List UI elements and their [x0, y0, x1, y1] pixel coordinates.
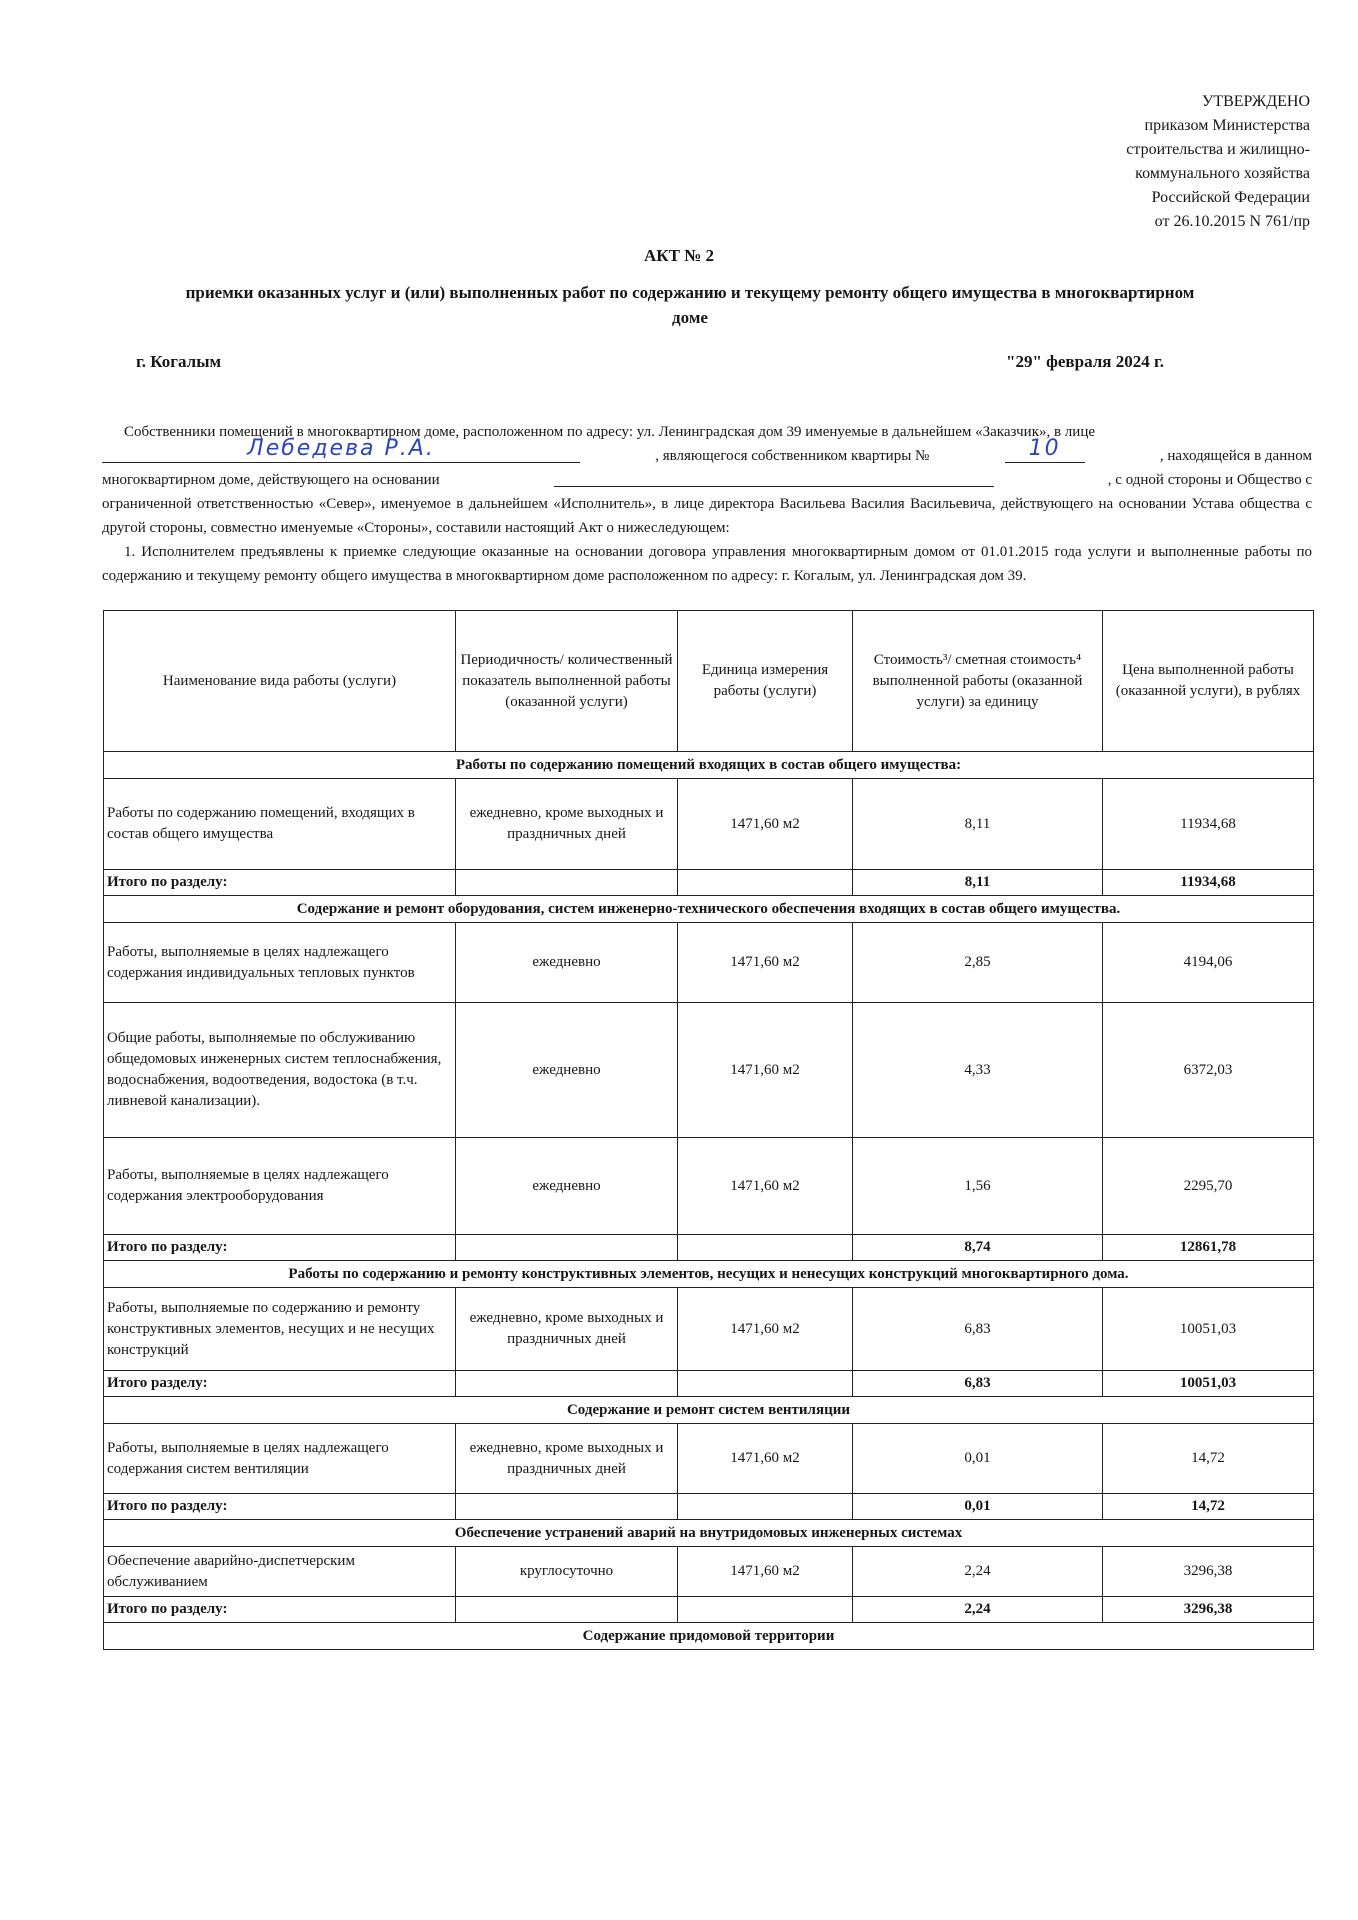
header-cost: Стоимость³/ сметная стоимость⁴ выполненной работы (оказанной услуги) за единицу: [853, 611, 1103, 752]
section-title: Работы по содержанию и ремонту конструктивных элементов, несущих и ненесущих конструкций многоквартирного дома.: [104, 1261, 1314, 1288]
total-cost: 6,83: [853, 1371, 1103, 1397]
cell-name: Общие работы, выполняемые по обслуживанию общедомовых инженерных систем теплоснабжения, водоснабжения, водоотведения, водостока (в т.ч. ливневой канализации).: [104, 1003, 456, 1138]
approval-line: строительства и жилищно-: [1126, 141, 1310, 158]
total-price: 10051,03: [1103, 1371, 1314, 1397]
cell-unit: 1471,60 м2: [678, 1288, 853, 1371]
cell-cost: 6,83: [853, 1288, 1103, 1371]
cell-price: 2295,70: [1103, 1138, 1314, 1235]
cell-unit: 1471,60 м2: [678, 779, 853, 870]
section-row: [104, 1623, 1314, 1650]
cell-cost: 8,11: [853, 779, 1103, 870]
section-title: Работы по содержанию помещений входящих в состав общего имущества:: [104, 752, 1314, 779]
cell-period: ежедневно, кроме выходных и праздничных дней: [456, 1288, 678, 1371]
cell-name: Работы, выполняемые по содержанию и ремонту конструктивных элементов, несущих и не несущих конструкций: [104, 1288, 456, 1371]
intro-text-2: , являющегося собственником квартиры №: [655, 448, 930, 464]
intro-text-5: , с одной стороны и Общество с: [1107, 472, 1312, 488]
table-row: [104, 1003, 1314, 1138]
total-row: [104, 1494, 1314, 1520]
works-table: [103, 610, 1314, 1650]
total-label: Итого по разделу:: [104, 1597, 456, 1623]
document-title: АКТ № 2: [643, 246, 715, 265]
cell-unit: 1471,60 м2: [678, 923, 853, 1003]
cell-cost: 2,85: [853, 923, 1103, 1003]
section-title: Содержание и ремонт оборудования, систем инженерно-технического обеспечения входящих в состав общего имущества.: [104, 896, 1314, 923]
table-row: [104, 1424, 1314, 1494]
cell-price: 3296,38: [1103, 1547, 1314, 1597]
total-label: Итого по разделу:: [104, 1494, 456, 1520]
total-row: [104, 870, 1314, 896]
section-title: Содержание и ремонт систем вентиляции: [104, 1397, 1314, 1424]
total-row: [104, 1235, 1314, 1261]
section-row: [104, 1520, 1314, 1547]
total-cost: 8,11: [853, 870, 1103, 896]
cell-unit: 1471,60 м2: [678, 1424, 853, 1494]
approval-line: приказом Министерства: [1144, 117, 1310, 134]
intro-text: [102, 420, 1312, 588]
intro-text-6: ограниченной ответственностью «Север», именуемое в дальнейшем «Исполнитель», в лице директора Васильева Василия Васильевича, действующего на основании Устава общества с другой стороны, совместно именуемые «Стороны», составили настоящий Акт о нижеследующем:: [102, 496, 1312, 536]
table-row: [104, 779, 1314, 870]
cell-period: ежедневно: [456, 1003, 678, 1138]
total-row: [104, 1371, 1314, 1397]
table-header-row: [104, 611, 1314, 752]
section-title: Содержание придомовой территории: [104, 1623, 1314, 1650]
intro-text-3: , находящейся в данном: [1159, 448, 1312, 464]
cell-cost: 0,01: [853, 1424, 1103, 1494]
total-cost: 8,74: [853, 1235, 1103, 1261]
header-price: Цена выполненной работы (оказанной услуги), в рублях: [1103, 611, 1314, 752]
cell-name: Работы, выполняемые в целях надлежащего содержания электрооборудования: [104, 1138, 456, 1235]
total-cost: 0,01: [853, 1494, 1103, 1520]
cell-period: ежедневно: [456, 923, 678, 1003]
approval-line: от 26.10.2015 N 761/пр: [1154, 213, 1310, 230]
section-title: Обеспечение устранений аварий на внутридомовых инженерных системах: [104, 1520, 1314, 1547]
cell-period: ежедневно, кроме выходных и праздничных дней: [456, 779, 678, 870]
header-unit: Единица измерения работы (услуги): [678, 611, 853, 752]
header-period: Периодичность/ количественный показатель выполненной работы (оказанной услуги): [456, 611, 678, 752]
owner-name-field: [102, 436, 580, 463]
total-price: 11934,68: [1103, 870, 1314, 896]
section-row: [104, 752, 1314, 779]
total-price: 3296,38: [1103, 1597, 1314, 1623]
cell-cost: 1,56: [853, 1138, 1103, 1235]
approval-stamp: [1010, 90, 1310, 234]
cell-unit: 1471,60 м2: [678, 1003, 853, 1138]
table-row: [104, 923, 1314, 1003]
table-row: [104, 1138, 1314, 1235]
cell-name: Работы, выполняемые в целях надлежащего содержания систем вентиляции: [104, 1424, 456, 1494]
approval-line: УТВЕРЖДЕНО: [1201, 93, 1310, 110]
approval-line: коммунального хозяйства: [1135, 165, 1310, 182]
total-cost: 2,24: [853, 1597, 1103, 1623]
total-price: 14,72: [1103, 1494, 1314, 1520]
apartment-field: [1005, 436, 1085, 463]
cell-cost: 4,33: [853, 1003, 1103, 1138]
total-label: Итого по разделу:: [104, 1235, 456, 1261]
cell-price: 10051,03: [1103, 1288, 1314, 1371]
cell-name: Работы, выполняемые в целях надлежащего содержания индивидуальных тепловых пунктов: [104, 923, 456, 1003]
owner-signature: Лебедева Р.А.: [247, 436, 435, 461]
table-row: [104, 1288, 1314, 1371]
total-price: 12861,78: [1103, 1235, 1314, 1261]
section-row: [104, 1261, 1314, 1288]
apartment-number: 10: [1028, 436, 1061, 461]
total-label: Итого разделу:: [104, 1371, 456, 1397]
cell-name: Обеспечение аварийно-диспетчерским обслуживанием: [104, 1547, 456, 1597]
basis-field: [554, 468, 994, 487]
header-name: Наименование вида работы (услуги): [104, 611, 456, 752]
section-row: [104, 896, 1314, 923]
cell-period: круглосуточно: [456, 1547, 678, 1597]
cell-price: 11934,68: [1103, 779, 1314, 870]
cell-period: ежедневно: [456, 1138, 678, 1235]
cell-name: Работы по содержанию помещений, входящих в состав общего имущества: [104, 779, 456, 870]
cell-price: 14,72: [1103, 1424, 1314, 1494]
section-row: [104, 1397, 1314, 1424]
intro-text-7: 1. Исполнителем предъявлены к приемке следующие оказанные на основании договора управления многоквартирным домом от 01.01.2015 года услуги и выполненные работы по содержанию и текущему ремонту общего имущества в многоквартирном доме расположенном по адресу: г. Когалым, ул. Ленинградская дом 39.: [102, 544, 1312, 584]
document-date: "29" февраля 2024 г.: [1006, 352, 1165, 371]
cell-cost: 2,24: [853, 1547, 1103, 1597]
cell-unit: 1471,60 м2: [678, 1138, 853, 1235]
approval-line: Российской Федерации: [1151, 189, 1310, 206]
cell-price: 6372,03: [1103, 1003, 1314, 1138]
cell-unit: 1471,60 м2: [678, 1547, 853, 1597]
document-subtitle: приемки оказанных услуг и (или) выполненных работ по содержанию и текущему ремонту общего имущества в многоквартирном доме: [185, 283, 1195, 327]
total-label: Итого по разделу:: [104, 870, 456, 896]
total-row: [104, 1597, 1314, 1623]
intro-text-1: Собственники помещений в многоквартирном доме, расположенном по адресу: ул. Ленинградская дом 39 именуемые в дальнейшем «Заказчик», в лице: [124, 424, 1096, 440]
cell-period: ежедневно, кроме выходных и праздничных дней: [456, 1424, 678, 1494]
city: г. Когалым: [136, 352, 222, 371]
intro-text-4: многоквартирном доме, действующего на основании: [102, 472, 440, 488]
cell-price: 4194,06: [1103, 923, 1314, 1003]
table-row: [104, 1547, 1314, 1597]
